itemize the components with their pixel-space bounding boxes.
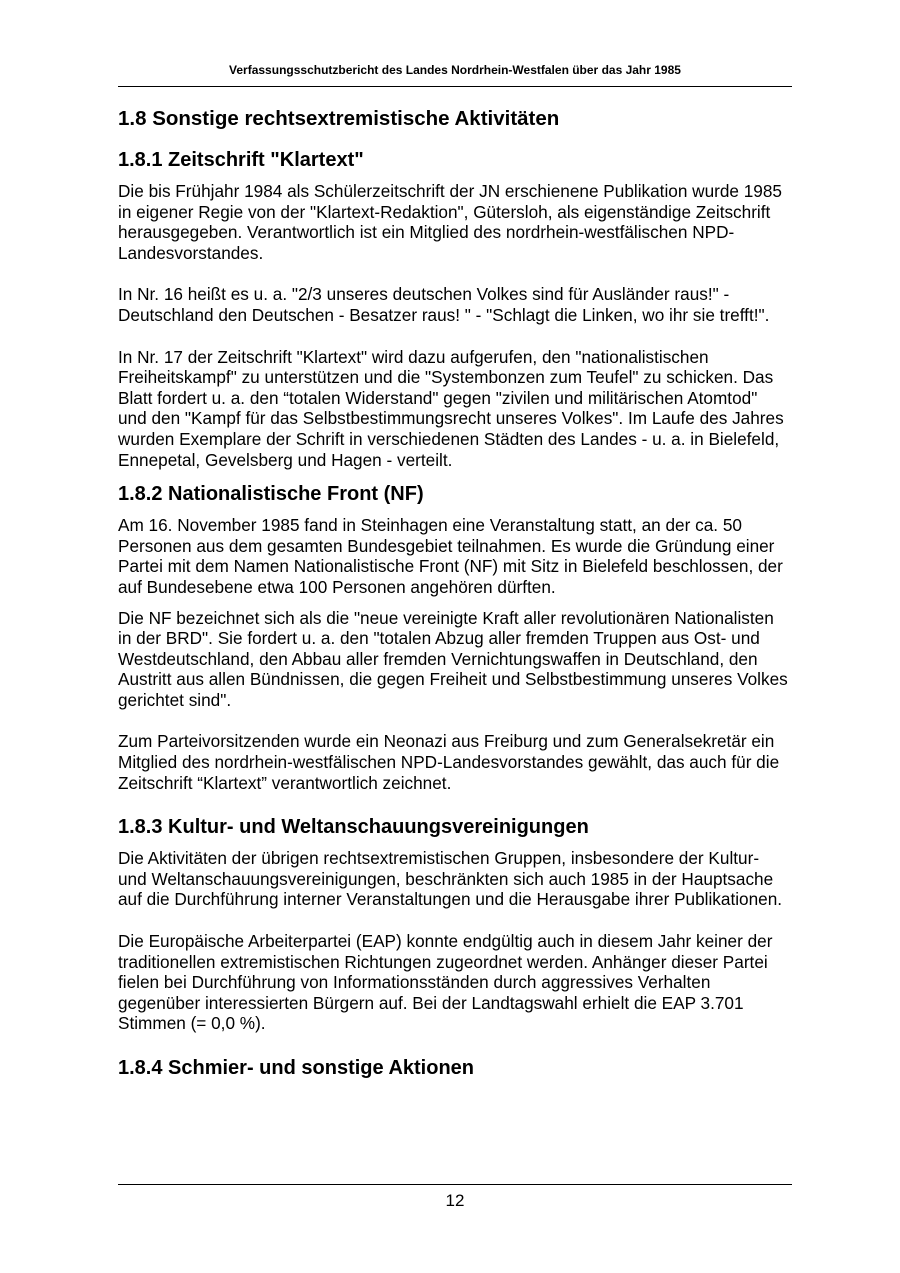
page-number: 12 [445,1191,465,1210]
paragraph: Die NF bezeichnet sich als die "neue vereinigte Kraft aller revolutionären Nationalisten in der BRD". Sie fordert u. a. den "totalen Abzug aller fremden Truppen aus Ost- und Westdeutschland, den Abbau aller fremden Vernichtungswaffen in Deutschland, den Austritt aus allen Bündnissen, die gegen Freiheit und Selbstbestimmung unseres Volkes gerichtet sind". [118,607,788,710]
paragraph: In Nr. 16 heißt es u. a. "2/3 unseres deutschen Volkes sind für Ausländer raus!" - Deutschland den Deutschen - Besatzer raus! " - "Schlagt die Linken, wo ihr sie trefft!". [118,284,770,325]
running-header: Verfassungsschutzbericht des Landes Nordrhein-Westfalen über das Jahr 1985 [229,63,681,77]
paragraph: Die Aktivitäten der übrigen rechtsextremistischen Gruppen, insbesondere der Kultur- und Weltanschauungsvereinigungen, beschränkten sich auch 1985 in der Hauptsache auf die Durchführung interner Veranstaltungen und die Herausgabe ihrer Publikationen. [118,848,783,910]
subsection-heading-schmier: 1.8.4 Schmier- und sonstige Aktionen [118,1057,474,1079]
subsection-heading-klartext: 1.8.1 Zeitschrift "Klartext" [118,149,364,171]
paragraph: Die bis Frühjahr 1984 als Schülerzeitschrift der JN erschienene Publikation wurde 1985 in eigener Regie von der "Klartext-Redaktion", Gütersloh, als eigenständige Zeitschrift herausgegeben. Verantwortlich ist ein Mitglied des nordrhein-westfälischen NPD-Landesvorstandes. [118,181,782,263]
subsection-heading-kultur: 1.8.3 Kultur- und Weltanschauungsvereinigungen [118,816,589,839]
paragraph: Am 16. November 1985 fand in Steinhagen eine Veranstaltung statt, an der ca. 50 Personen aus dem gesamten Bundesgebiet teilnahmen. Es wurde die Gründung einer Partei mit dem Namen Nationalistische Front (NF) mit Sitz in Bielefeld beschlossen, der auf Bundesebene etwa 100 Personen angehören dürften. [118,515,783,597]
page-content [118,106,790,1089]
section-heading: 1.8 Sonstige rechtsextremistische Aktivitäten [118,107,560,130]
header-divider [118,86,792,87]
paragraph: Die Europäische Arbeiterpartei (EAP) konnte endgültig auch in diesem Jahr keiner der traditionellen extremistischen Richtungen zugeordnet werden. Anhänger dieser Partei fielen bei Durchführung von Informationsständen durch aggressives Verhalten gegenüber interessierten Bürgern auf. Bei der Landtagswahl erhielt die EAP 3.701 Stimmen (= 0,0 %). [118,931,773,1034]
subsection-heading-nf: 1.8.2 Nationalistische Front (NF) [118,483,424,506]
paragraph: Zum Parteivorsitzenden wurde ein Neonazi aus Freiburg und zum Generalsekretär ein Mitglied des nordrhein-westfälischen NPD-Landesvorstandes gewählt, das auch für die Zeitschrift “Klartext” verantwortlich zeichnet. [118,731,780,793]
paragraph: In Nr. 17 der Zeitschrift "Klartext" wird dazu aufgerufen, den "nationalistischen Freiheitskampf" zu unterstützen und die "Systembonzen zum Teufel" zu schicken. Das Blatt fordert u. a. den “totalen Widerstand" gegen "zivilen und militärischen Atomtod" und den "Kampf für das Selbstbestimmungsrecht unseres Volkes". Im Laufe des Jahres wurden Exemplare der Schrift in verschiedenen Städten des Landes - u. a. in Bielefeld, Ennepetal, Gevelsberg und Hagen - verteilt. [118,346,784,470]
footer-divider [118,1184,792,1185]
